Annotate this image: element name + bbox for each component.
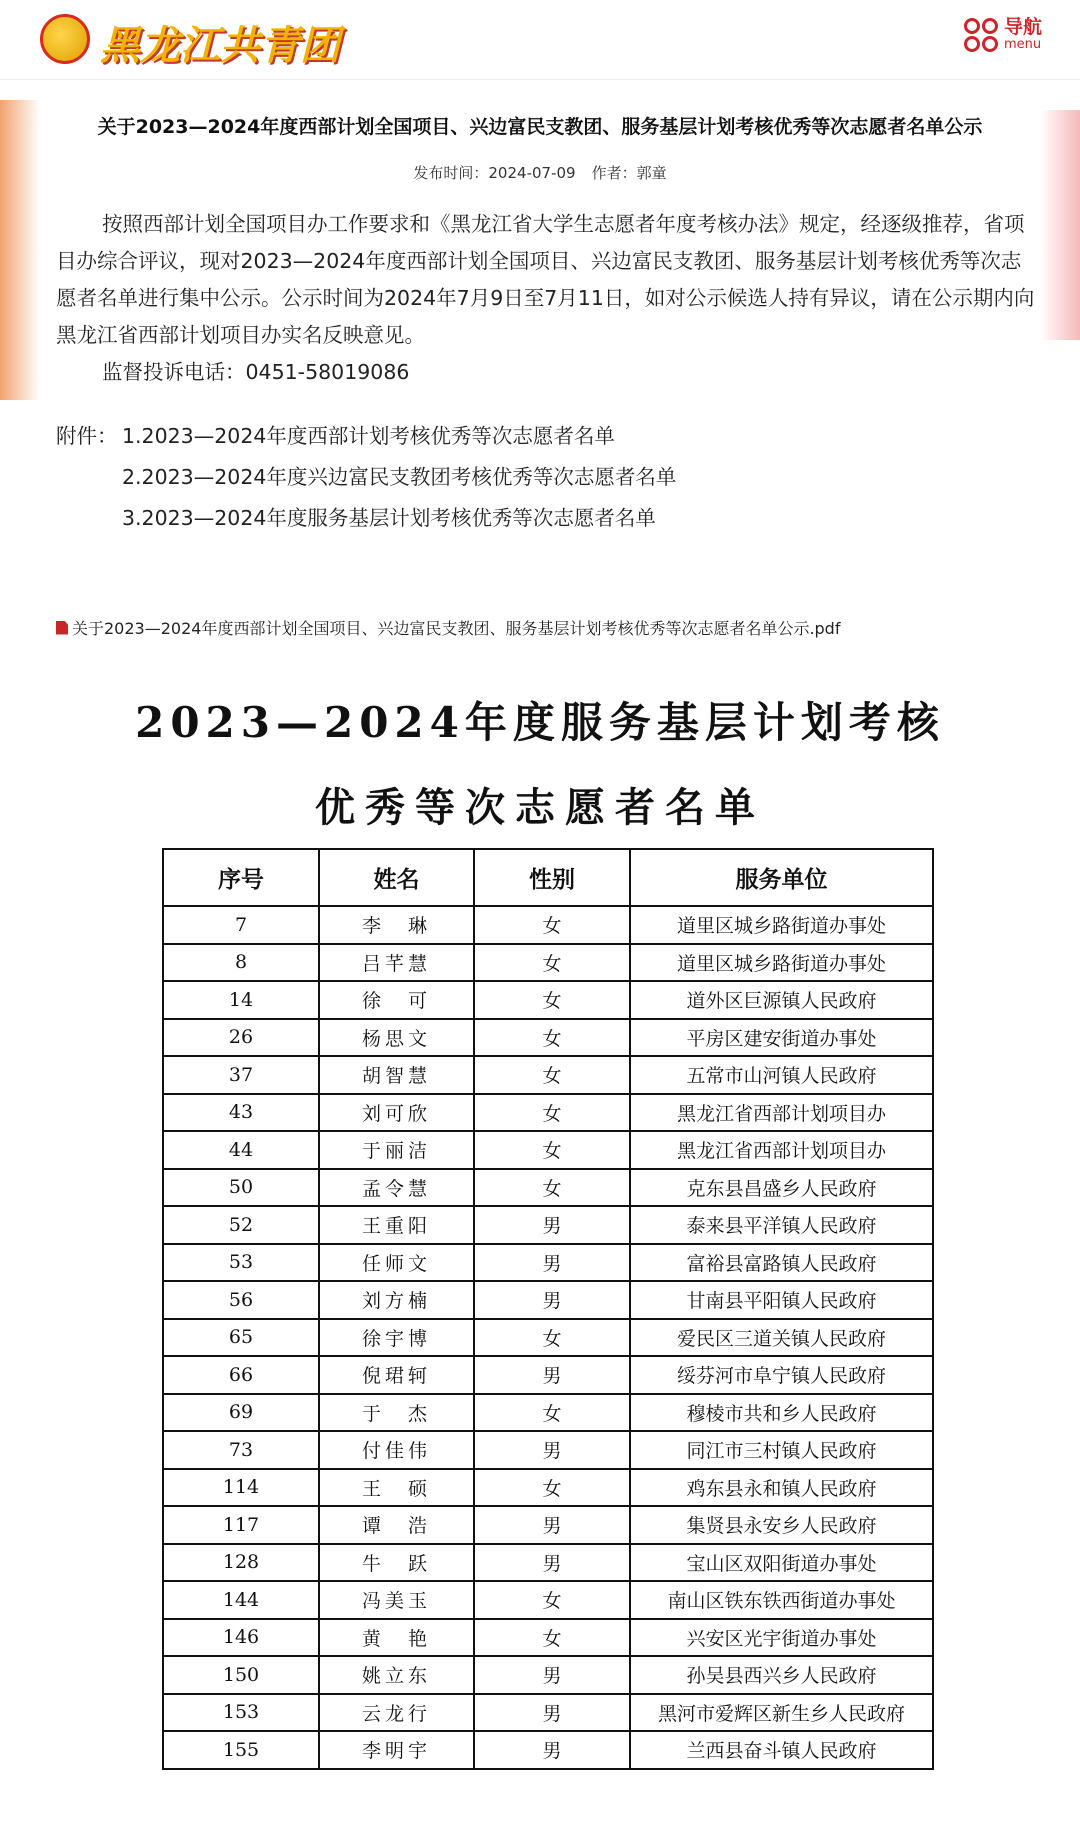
cell-unit: 兰西县奋斗镇人民政府: [630, 1731, 933, 1769]
attachment-item: 3.2023—2024年度服务基层计划考核优秀等次志愿者名单: [122, 506, 656, 530]
cell-name: 刘方楠: [319, 1281, 474, 1319]
cell-name: 倪珺轲: [319, 1356, 474, 1394]
cell-unit: 平房区建安街道办事处: [630, 1019, 933, 1057]
document-title-line2: 优秀等次志愿者名单: [315, 784, 765, 831]
cell-number: 144: [163, 1581, 319, 1619]
cell-name: 黄 艳: [319, 1619, 474, 1657]
cell-gender: 女: [474, 1319, 630, 1357]
cell-number: 153: [163, 1694, 319, 1732]
cell-gender: 女: [474, 1019, 630, 1057]
table-row: [163, 1469, 933, 1507]
table-row: [163, 1056, 933, 1094]
cell-unit: 绥芬河市阜宁镇人民政府: [630, 1356, 933, 1394]
cell-unit: 甘南县平阳镇人民政府: [630, 1281, 933, 1319]
background-edge-left: [0, 100, 40, 400]
cell-name: 姚立东: [319, 1656, 474, 1694]
attachment-item: 2.2023—2024年度兴边富民支教团考核优秀等次志愿者名单: [122, 465, 677, 489]
cell-name: 谭 浩: [319, 1506, 474, 1544]
cell-unit: 鸡东县永和镇人民政府: [630, 1469, 933, 1507]
cell-unit: 孙吴县西兴乡人民政府: [630, 1656, 933, 1694]
cell-gender: 女: [474, 1056, 630, 1094]
attachments: [56, 416, 676, 539]
table-row: [163, 1281, 933, 1319]
cell-gender: 女: [474, 1094, 630, 1132]
table-row: [163, 1731, 933, 1769]
cell-number: 150: [163, 1656, 319, 1694]
table-row: [163, 906, 933, 944]
cell-gender: 男: [474, 1281, 630, 1319]
table-row: [163, 1244, 933, 1282]
youth-league-emblem-icon: [40, 14, 90, 64]
table-row: [163, 1131, 933, 1169]
cell-name: 李明宇: [319, 1731, 474, 1769]
cell-unit: 集贤县永安乡人民政府: [630, 1506, 933, 1544]
col-header-number: 序号: [163, 849, 319, 906]
document-title-line1: 2023—2024年度服务基层计划考核: [135, 698, 945, 747]
cell-number: 14: [163, 981, 319, 1019]
cell-unit: 黑龙江省西部计划项目办: [630, 1131, 933, 1169]
table-row: [163, 1656, 933, 1694]
cell-name: 胡智慧: [319, 1056, 474, 1094]
cell-unit: 黑河市爱辉区新生乡人民政府: [630, 1694, 933, 1732]
cell-unit: 黑龙江省西部计划项目办: [630, 1094, 933, 1132]
cell-name: 刘可欣: [319, 1094, 474, 1132]
cell-number: 37: [163, 1056, 319, 1094]
cell-gender: 男: [474, 1244, 630, 1282]
cell-name: 云龙行: [319, 1694, 474, 1732]
cell-number: 155: [163, 1731, 319, 1769]
cell-gender: 男: [474, 1544, 630, 1582]
cell-gender: 女: [474, 1131, 630, 1169]
attachments-label: 附件：: [56, 424, 118, 448]
table-header-row: [163, 849, 933, 906]
cell-name: 王重阳: [319, 1206, 474, 1244]
cell-unit: 克东县昌盛乡人民政府: [630, 1169, 933, 1207]
article-title: 关于2023—2024年度西部计划全国项目、兴边富民支教团、服务基层计划考核优秀等次志愿者名单公示: [97, 116, 983, 138]
col-header-unit: 服务单位: [630, 849, 933, 906]
cell-gender: 女: [474, 1619, 630, 1657]
cell-name: 徐宇博: [319, 1319, 474, 1357]
cell-gender: 女: [474, 1581, 630, 1619]
site-logo[interactable]: 黑龙江共青团: [100, 22, 340, 69]
attachment-item: 1.2023—2024年度西部计划考核优秀等次志愿者名单: [122, 424, 615, 448]
cell-unit: 富裕县富路镇人民政府: [630, 1244, 933, 1282]
nav-menu-button[interactable]: [964, 18, 1042, 52]
background-edge-right: [1040, 110, 1080, 340]
cell-unit: 道外区巨源镇人民政府: [630, 981, 933, 1019]
cell-number: 128: [163, 1544, 319, 1582]
cell-gender: 男: [474, 1356, 630, 1394]
cell-number: 69: [163, 1394, 319, 1432]
pdf-icon: [56, 621, 68, 635]
cell-gender: 女: [474, 1469, 630, 1507]
cell-number: 7: [163, 906, 319, 944]
author: 作者：郭童: [591, 164, 667, 182]
table-row: [163, 1319, 933, 1357]
cell-name: 杨思文: [319, 1019, 474, 1057]
table-row: [163, 1694, 933, 1732]
cell-gender: 女: [474, 906, 630, 944]
cell-name: 付佳伟: [319, 1431, 474, 1469]
table-row: [163, 1356, 933, 1394]
cell-gender: 女: [474, 944, 630, 982]
cell-name: 于 杰: [319, 1394, 474, 1432]
cell-number: 66: [163, 1356, 319, 1394]
cell-number: 52: [163, 1206, 319, 1244]
article-meta: [0, 162, 1080, 183]
table-row: [163, 1431, 933, 1469]
complaint-phone: 监督投诉电话：0451-58019086: [102, 360, 410, 384]
pdf-link-text[interactable]: 关于2023—2024年度西部计划全国项目、兴边富民支教团、服务基层计划考核优秀等次志愿者名单公示.pdf: [72, 619, 841, 638]
cell-number: 53: [163, 1244, 319, 1282]
cell-number: 56: [163, 1281, 319, 1319]
cell-name: 牛 跃: [319, 1544, 474, 1582]
volunteer-table: [162, 848, 934, 1770]
cell-number: 73: [163, 1431, 319, 1469]
cell-number: 44: [163, 1131, 319, 1169]
cell-gender: 男: [474, 1431, 630, 1469]
table-row: [163, 981, 933, 1019]
cell-gender: 男: [474, 1656, 630, 1694]
cell-gender: 男: [474, 1731, 630, 1769]
cell-gender: 男: [474, 1206, 630, 1244]
article-body: [56, 206, 1036, 391]
table-row: [163, 1394, 933, 1432]
menu-label: 导航: [1003, 16, 1042, 39]
cell-name: 冯美玉: [319, 1581, 474, 1619]
col-header-gender: 性别: [474, 849, 630, 906]
cell-name: 吕芊慧: [319, 944, 474, 982]
cell-unit: 宝山区双阳街道办事处: [630, 1544, 933, 1582]
cell-gender: 女: [474, 1169, 630, 1207]
table-row: [163, 1094, 933, 1132]
cell-unit: 爱民区三道关镇人民政府: [630, 1319, 933, 1357]
cell-name: 王 硕: [319, 1469, 474, 1507]
cell-name: 任师文: [319, 1244, 474, 1282]
col-header-name: 姓名: [319, 849, 474, 906]
article-paragraph: 按照西部计划全国项目办工作要求和《黑龙江省大学生志愿者年度考核办法》规定，经逐级推荐，省项目办综合评议，现对2023—2024年度西部计划全国项目、兴边富民支教团、服务基层计划考核优秀等次志愿者名单进行集中公示。公示时间为2024年7月9日至7月11日，如对公示候选人持有异议，请在公示期内向黑龙江省西部计划项目办实名反映意见。: [56, 212, 1035, 347]
table-row: [163, 1169, 933, 1207]
cell-unit: 南山区铁东铁西街道办事处: [630, 1581, 933, 1619]
cell-unit: 道里区城乡路街道办事处: [630, 944, 933, 982]
cell-gender: 男: [474, 1694, 630, 1732]
cell-unit: 道里区城乡路街道办事处: [630, 906, 933, 944]
table-row: [163, 1619, 933, 1657]
menu-icon: [964, 18, 998, 52]
cell-unit: 同江市三村镇人民政府: [630, 1431, 933, 1469]
cell-gender: 女: [474, 981, 630, 1019]
table-row: [163, 1506, 933, 1544]
table-row: [163, 1019, 933, 1057]
site-header: [0, 0, 1080, 80]
cell-name: 于丽洁: [319, 1131, 474, 1169]
publish-date: 发布时间：2024-07-09: [413, 164, 576, 182]
cell-number: 65: [163, 1319, 319, 1357]
cell-number: 8: [163, 944, 319, 982]
cell-number: 114: [163, 1469, 319, 1507]
cell-unit: 兴安区光宇街道办事处: [630, 1619, 933, 1657]
menu-sublabel: menu: [1003, 37, 1042, 53]
cell-number: 43: [163, 1094, 319, 1132]
cell-unit: 泰来县平洋镇人民政府: [630, 1206, 933, 1244]
pdf-attachment-link[interactable]: [56, 616, 840, 639]
cell-name: 李 琳: [319, 906, 474, 944]
cell-number: 50: [163, 1169, 319, 1207]
cell-number: 146: [163, 1619, 319, 1657]
cell-number: 26: [163, 1019, 319, 1057]
cell-unit: 穆棱市共和乡人民政府: [630, 1394, 933, 1432]
table-row: [163, 1206, 933, 1244]
cell-name: 孟令慧: [319, 1169, 474, 1207]
cell-gender: 女: [474, 1394, 630, 1432]
table-row: [163, 944, 933, 982]
table-row: [163, 1544, 933, 1582]
cell-gender: 男: [474, 1506, 630, 1544]
cell-number: 117: [163, 1506, 319, 1544]
table-row: [163, 1581, 933, 1619]
cell-unit: 五常市山河镇人民政府: [630, 1056, 933, 1094]
cell-name: 徐 可: [319, 981, 474, 1019]
